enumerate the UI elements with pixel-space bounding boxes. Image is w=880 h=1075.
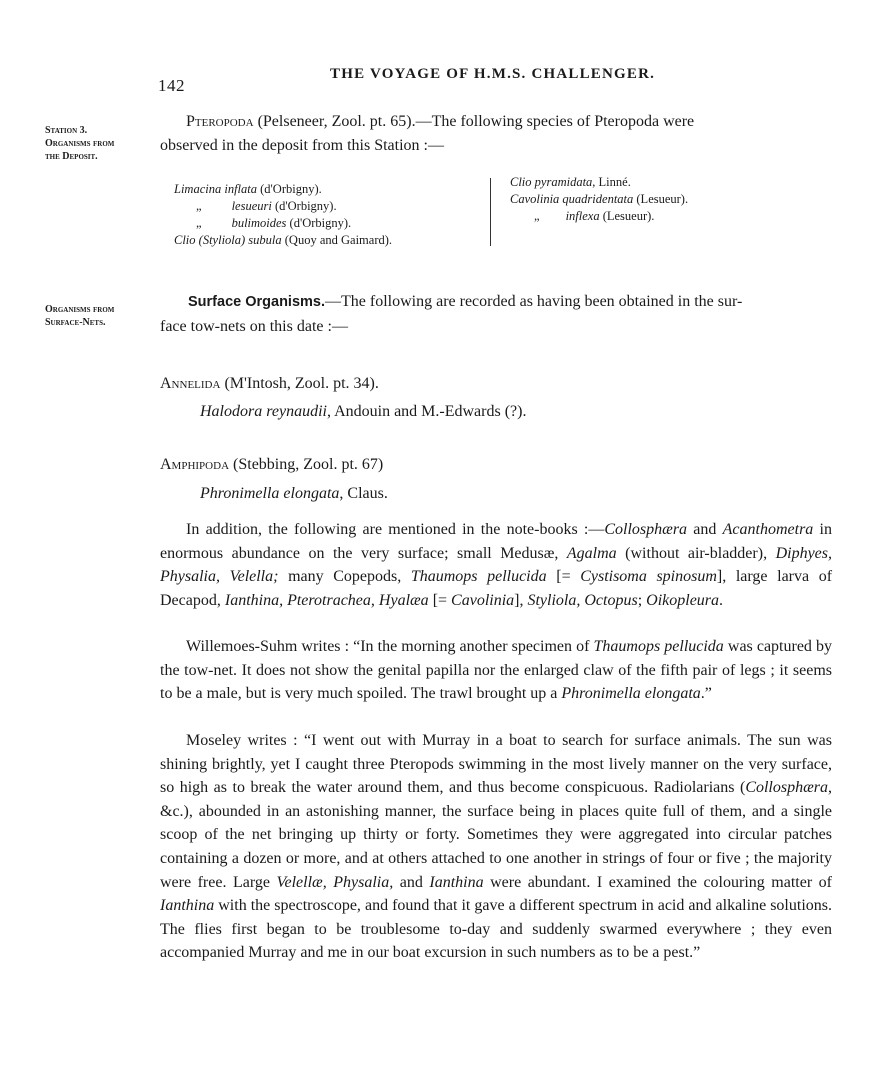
amphipoda-heading: Amphipoda [160, 456, 230, 473]
species-item: Clio (Styliola) subula (Quoy and Gaimard). [174, 233, 393, 247]
surface-organisms-paragraph [160, 290, 832, 338]
side-note-surface-nets [45, 303, 114, 329]
annelida-heading-line [160, 375, 379, 393]
annelida-heading: Annelida [160, 375, 221, 392]
willemoes-suhm-paragraph: Willemoes-Suhm writes : “In the morning another specimen of Thaumops pellucida was captured by the tow-net. It does not show the genital papilla nor the enlarged claw of the fifth pair of legs ; it seems to be a male, but is very much spoiled. The trawl brought up a Phronimella elongata.” [160, 638, 833, 703]
species-item: Clio pyramidata, Linné. [510, 175, 631, 189]
pteropoda-heading: Pteropoda [186, 113, 254, 130]
species-list-right [510, 174, 688, 225]
amphipoda-source: (Stebbing, Zool. pt. 67) [229, 456, 384, 473]
side-note-deposit-line1: Organisms from [45, 138, 115, 149]
surface-line2: face tow-nets on this date :— [160, 317, 348, 335]
side-note-station-label: Station 3. [45, 125, 88, 136]
annelida-species: Halodora reynaudii [200, 403, 327, 420]
annelida-species-line [200, 403, 526, 421]
surface-line1: —The following are recorded as having been obtained in the sur- [325, 293, 743, 310]
side-note-station [45, 124, 114, 163]
annelida-author: , Andouin and M.-Edwards (?). [326, 403, 527, 420]
species-item: „ lesueuri (d'Orbigny). [196, 199, 337, 213]
notebook-paragraph: In addition, the following are mentioned in the note-books :—Collosphæra and Acanthometra in enormous abundance on the very surface; small Medusæ, Agalma (without air-bladder), Diphyes, Physalia, Velella; many Copepods, Thaumops pellucida [= Cystisoma spinosum], large larva of Decapod, Ianthina, Pterotrachea, Hyalæa [= Cavolinia], Styliola, Octopus; Oikopleura. [160, 521, 833, 609]
amphipoda-author: , Claus. [339, 485, 388, 502]
side-note-surface-line1: Organisms from [45, 304, 115, 315]
amphipoda-species: Phronimella elongata [200, 485, 340, 502]
side-note-surface-line2: Surface-Nets. [45, 317, 106, 328]
species-item: „ bulimoides (d'Orbigny). [196, 216, 352, 230]
side-note-deposit-line2: the Deposit. [45, 151, 98, 162]
running-title: THE VOYAGE OF H.M.S. CHALLENGER. [330, 66, 656, 82]
amphipoda-species-line [200, 485, 388, 503]
page-number: 142 [158, 76, 185, 95]
pteropoda-line1: (Pelseneer, Zool. pt. 65).—The following species of Pteropoda were [253, 113, 695, 130]
species-item: Limacina inflata (d'Orbigny). [174, 182, 322, 196]
annelida-source: (M'Intosh, Zool. pt. 34). [220, 375, 379, 392]
surface-heading: Surface Organisms. [188, 294, 325, 310]
species-item: Cavolinia quadridentata (Lesueur). [510, 192, 689, 206]
column-divider [490, 178, 491, 246]
pteropoda-paragraph [160, 110, 832, 157]
amphipoda-heading-line [160, 456, 383, 474]
species-item: „ inflexa (Lesueur). [534, 209, 655, 223]
species-list-left [174, 181, 392, 249]
moseley-paragraph: Moseley writes : “I went out with Murray in a boat to search for surface animals. The sun was shining brightly, yet I caught three Pteropods swimming in the most lively manner on the very surface, so high as to break the water around them, and thus become conspicuous. Radiolarians (Collosphæra, &c.), abounded in an astonishing manner, the surface being in places quite full of them, and a single scoop of the net bringing up thirty or forty. Sometimes they were aggregated into circular patches containing a dozen or more, and at others attached to one another in strings of four or five ; the majority were free. Large Velellæ, Physalia, and Ianthina were abundant. I examined the colouring matter of Ianthina with the spectroscope, and found that it gave a different spectrum in acid and alkaline solutions. The flies first began to be troublesome to-day and suddenly swarmed everywhere ; they even accompanied Murray and me in our boat excursion in such numbers as to be a pest.” [160, 732, 832, 962]
pteropoda-line2: observed in the deposit from this Station :— [160, 136, 444, 154]
